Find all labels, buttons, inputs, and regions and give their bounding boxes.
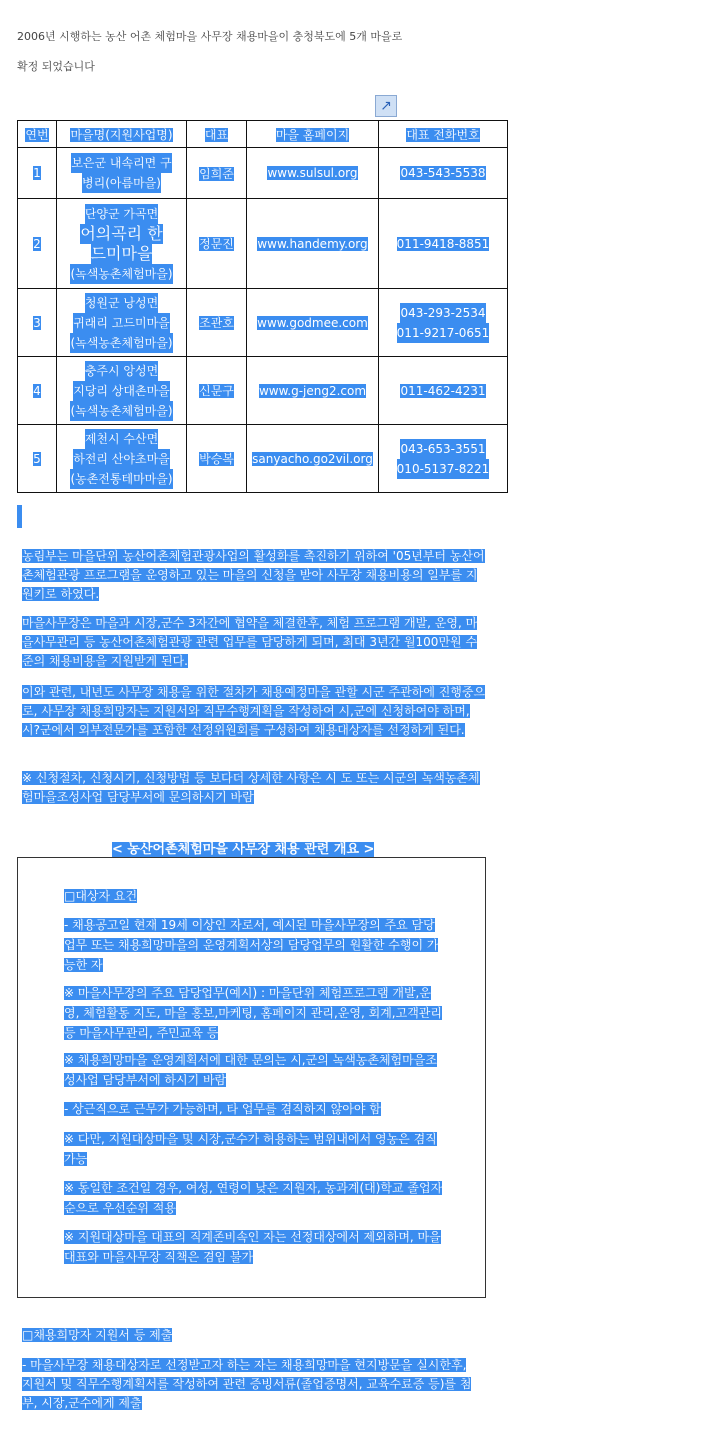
row-no: 3 <box>18 289 57 357</box>
row-no: 1 <box>18 148 57 199</box>
table-row <box>18 199 508 289</box>
phone: 011-9418-8851 <box>379 199 508 289</box>
rep-name: 박승복 <box>187 425 247 493</box>
rep-name: 조관호 <box>187 289 247 357</box>
box-item: ※ 다만, 지원대상마을 및 시장,군수가 허용하는 범위내에서 영농은 겸직 가능 <box>64 1132 437 1166</box>
section-marker <box>17 505 22 528</box>
submission-title: □채용희망자 지원서 등 제출 <box>22 1328 173 1342</box>
phone: 043-543-5538 <box>379 148 508 199</box>
header-no: 연번 <box>18 121 57 148</box>
submission-text: - 마을사무장 채용대상자로 선정받고자 하는 자는 채용희망마을 현지방문을 실시한후, 지원서 및 직무수행계획서를 작성하여 관련 증빙서류(졸업증명서, 교육수료증 등)를 첨부, 시장,군수에게 제출 <box>22 1358 472 1410</box>
paragraph: 농림부는 마을단위 농산어촌체험관광사업의 활성화를 촉진하기 위하여 '05년부터 농산어촌체험관광 프로그램을 운영하고 있는 마을의 신청을 받아 사무장 채용비용의 일부를 지원키로 하였다. <box>22 549 485 601</box>
row-no: 4 <box>18 357 57 425</box>
header-homepage: 마을 홈페이지 <box>247 121 379 148</box>
homepage-link[interactable]: www.g-jeng2.com <box>247 357 379 425</box>
intro-line-1: 2006년 시행하는 농산 어촌 체험마을 사무장 채용마을이 충청북도에 5개 마을로 <box>17 30 403 43</box>
box-item: - 채용공고일 현재 19세 이상인 자로서, 예시된 마을사무장의 주요 담당업무 또는 채용희망마을의 운영계획서상의 담당업무의 원활한 수행이 가능한 자 <box>64 918 439 972</box>
header-phone: 대표 전화번호 <box>379 121 508 148</box>
row-no: 5 <box>18 425 57 493</box>
intro-line-2: 확정 되었습니다 <box>17 60 95 73</box>
header-village: 마을명(지원사업명) <box>57 121 187 148</box>
phone: 043-653-3551 010-5137-8221 <box>379 425 508 493</box>
homepage-link[interactable]: sanyacho.go2vil.org <box>247 425 379 493</box>
header-rep: 대표 <box>187 121 247 148</box>
table-row <box>18 357 508 425</box>
table-row <box>18 289 508 357</box>
row-no: 2 <box>18 199 57 289</box>
expand-icon[interactable]: ↗ <box>375 95 397 117</box>
rep-name: 신문구 <box>187 357 247 425</box>
box-title: □대상자 요건 <box>64 889 138 903</box>
paragraph: 이와 관련, 내년도 사무장 채용을 위한 절차가 채용예정마을 관할 시군 주관하에 진행중으로, 사무장 채용희망자는 지원서와 직무수행계획을 작성하여 시,군에 신청하여야 하며, 시?군에서 외부전문가를 포함한 선정위원회를 구성하여 채용대상자를 선정하게 된다. <box>22 685 486 737</box>
box-item: ※ 마을사무장의 주요 담당업무(예시) : 마을단위 체험프로그램 개발,운영, 체험활동 지도, 마을 홍보,마케팅, 홈페이지 관리,운영, 회계,고객관리 등 마을사무관리, 주민교육 등 <box>64 986 442 1040</box>
village-name: 제천시 수산면 하전리 산야초마을 (농촌전통테마마을) <box>57 425 187 493</box>
phone: 043-293-2534 011-9217-0651 <box>379 289 508 357</box>
rep-name: 정문진 <box>187 199 247 289</box>
rep-name: 임희준 <box>187 148 247 199</box>
village-name: 충주시 앙성면 지당리 상대촌마을 (녹색농촌체험마을) <box>57 357 187 425</box>
homepage-link[interactable]: www.godmee.com <box>247 289 379 357</box>
homepage-link[interactable]: www.handemy.org <box>247 199 379 289</box>
village-name: 단양군 가곡면 어의곡리 한 드미마을 (녹색농촌체험마을) <box>57 199 187 289</box>
paragraph: 마을사무장은 마을과 시장,군수 3자간에 협약을 체결한후, 체험 프로그램 개발, 운영, 마을사무관리 등 농산어촌체험관광 관련 업무를 담당하게 되며, 최대 3년간 월100만원 수준의 채용비용을 지원받게 된다. <box>22 616 478 668</box>
village-name: 보은군 내속리면 구 병리(아름마을) <box>57 148 187 199</box>
phone: 011-462-4231 <box>379 357 508 425</box>
box-item: ※ 채용희망마을 운영계획서에 대한 문의는 시,군의 녹색농촌체험마을조성사업 담당부서에 하시기 바람 <box>64 1053 437 1087</box>
village-table <box>17 120 508 493</box>
village-name: 청원군 낭성면 귀래리 고드미마을 (녹색농촌체험마을) <box>57 289 187 357</box>
box-item: ※ 동일한 조건일 경우, 여성, 연령이 낮은 지원자, 농과계(대)학교 졸업자 순으로 우선순위 적용 <box>64 1181 443 1215</box>
paragraph: ※ 신청절차, 신청시기, 신청방법 등 보다더 상세한 사항은 시 도 또는 시군의 녹색농촌체험마을조성사업 담당부서에 문의하시기 바람 <box>22 771 480 804</box>
overview-heading: < 농산어촌체험마을 사무장 채용 관련 개요 > <box>112 842 375 857</box>
box-item: ※ 지원대상마을 대표의 직계존비속인 자는 선정대상에서 제외하며, 마을대표와 마을사무장 직책은 겸임 불가 <box>64 1230 441 1264</box>
table-row <box>18 425 508 493</box>
homepage-link[interactable]: www.sulsul.org <box>247 148 379 199</box>
box-item: - 상근직으로 근무가 가능하며, 타 업무를 겸직하지 않아야 함 <box>64 1102 381 1116</box>
table-header-row <box>18 121 508 148</box>
table-row <box>18 148 508 199</box>
